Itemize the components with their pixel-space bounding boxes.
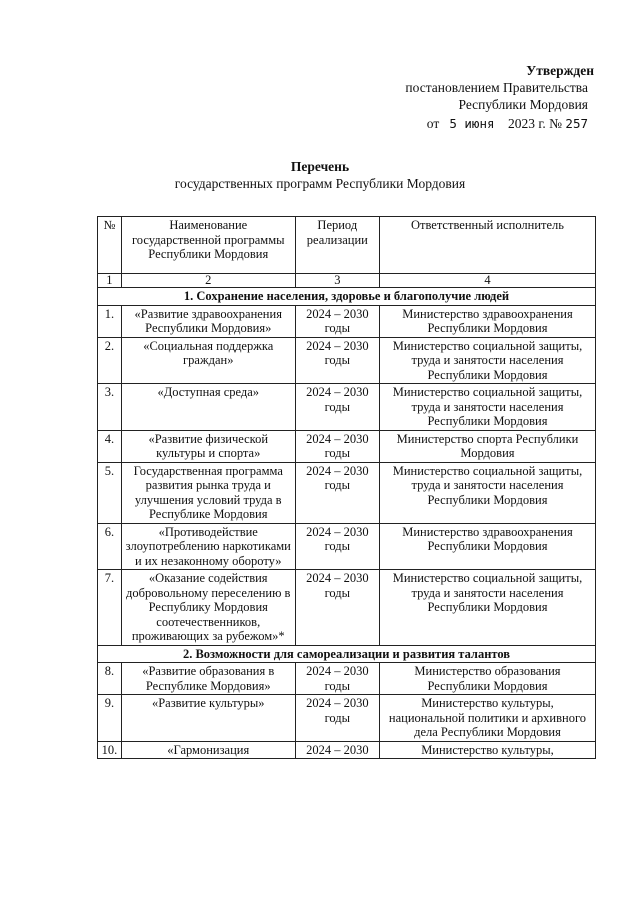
approval-title: Утвержден [526, 63, 594, 78]
program-name: «Оказание содействия добровольному переселению в Республику Мордовия соотечественников, проживающих за рубежом»* [121, 570, 295, 646]
program-name: «Гармонизация [121, 741, 295, 759]
program-number: 8. [98, 663, 122, 695]
index-cell: 2 [121, 274, 295, 288]
index-cell: 3 [295, 274, 379, 288]
program-table [97, 216, 596, 759]
program-number: 6. [98, 523, 122, 570]
program-executor: Министерство социальной защиты, труда и занятости населения Республики Мордовия [379, 570, 595, 646]
program-number: 1. [98, 305, 122, 337]
program-number: 7. [98, 570, 122, 646]
program-number: 10. [98, 741, 122, 759]
index-cell: 4 [379, 274, 595, 288]
approval-line: постановлением Правительства [405, 80, 588, 95]
program-period: 2024 – 2030 годы [295, 384, 379, 431]
table-row [98, 570, 596, 646]
table-row [98, 462, 596, 523]
approval-line: Республики Мордовия [458, 97, 588, 112]
program-number: 2. [98, 337, 122, 384]
header-cell-name: Наименование государственной программы Республики Мордовия [121, 217, 295, 274]
program-executor: Министерство социальной защиты, труда и занятости населения Республики Мордовия [379, 384, 595, 431]
date-prefix: от [426, 116, 440, 131]
program-executor: Министерство культуры, национальной политики и архивного дела Республики Мордовия [379, 695, 595, 742]
program-number: 5. [98, 462, 122, 523]
table-row [98, 523, 596, 570]
table-row [98, 663, 596, 695]
document-title: Перечень [290, 159, 350, 174]
date-day: 5 июня [449, 116, 495, 131]
program-name: «Противодействие злоупотреблению наркотиками и их незаконному обороту» [121, 523, 295, 570]
section-row [98, 645, 596, 663]
program-period: 2024 – 2030 годы [295, 430, 379, 462]
program-name: «Доступная среда» [121, 384, 295, 431]
program-number: 3. [98, 384, 122, 431]
approval-block [334, 62, 594, 132]
program-period: 2024 – 2030 годы [295, 305, 379, 337]
table-row [98, 337, 596, 384]
program-number: 4. [98, 430, 122, 462]
date-number: 257 [565, 116, 588, 131]
program-name: «Развитие физической культуры и спорта» [121, 430, 295, 462]
program-period: 2024 – 2030 годы [295, 462, 379, 523]
table-row [98, 305, 596, 337]
program-executor: Министерство социальной защиты, труда и занятости населения Республики Мордовия [379, 462, 595, 523]
program-period: 2024 – 2030 годы [295, 663, 379, 695]
program-name: «Социальная поддержка граждан» [121, 337, 295, 384]
program-name: «Развитие здравоохранения Республики Мордовия» [121, 305, 295, 337]
program-executor: Министерство спорта Республики Мордовия [379, 430, 595, 462]
table-row [98, 741, 596, 759]
program-name: «Развитие культуры» [121, 695, 295, 742]
section-row [98, 288, 596, 306]
table-row [98, 430, 596, 462]
program-executor: Министерство здравоохранения Республики Мордовия [379, 305, 595, 337]
program-executor: Министерство культуры, [379, 741, 595, 759]
program-executor: Министерство социальной защиты, труда и занятости населения Республики Мордовия [379, 337, 595, 384]
program-period: 2024 – 2030 годы [295, 570, 379, 646]
table-row [98, 384, 596, 431]
table-index-row [98, 274, 596, 288]
approval-date [334, 115, 594, 132]
section-title: 1. Сохранение населения, здоровье и благополучие людей [98, 288, 596, 306]
section-title: 2. Возможности для самореализации и развития талантов [98, 645, 596, 663]
table-row [98, 695, 596, 742]
document-title-block [0, 158, 640, 192]
program-period: 2024 – 2030 [295, 741, 379, 759]
program-period: 2024 – 2030 годы [295, 337, 379, 384]
program-executor: Министерство образования Республики Мордовия [379, 663, 595, 695]
table-header-row [98, 217, 596, 274]
program-executor: Министерство здравоохранения Республики Мордовия [379, 523, 595, 570]
index-cell: 1 [98, 274, 122, 288]
program-period: 2024 – 2030 годы [295, 695, 379, 742]
document-subtitle: государственных программ Республики Мордовия [174, 176, 466, 191]
date-year: 2023 г. № [508, 116, 563, 131]
program-name: «Развитие образования в Республике Мордовия» [121, 663, 295, 695]
header-cell-executor: Ответственный исполнитель [379, 217, 595, 274]
program-period: 2024 – 2030 годы [295, 523, 379, 570]
program-number: 9. [98, 695, 122, 742]
header-cell-period: Период реализации [295, 217, 379, 274]
program-name: Государственная программа развития рынка труда и улучшения условий труда в Республике Мордовия [121, 462, 295, 523]
header-cell-number: № [98, 217, 122, 274]
